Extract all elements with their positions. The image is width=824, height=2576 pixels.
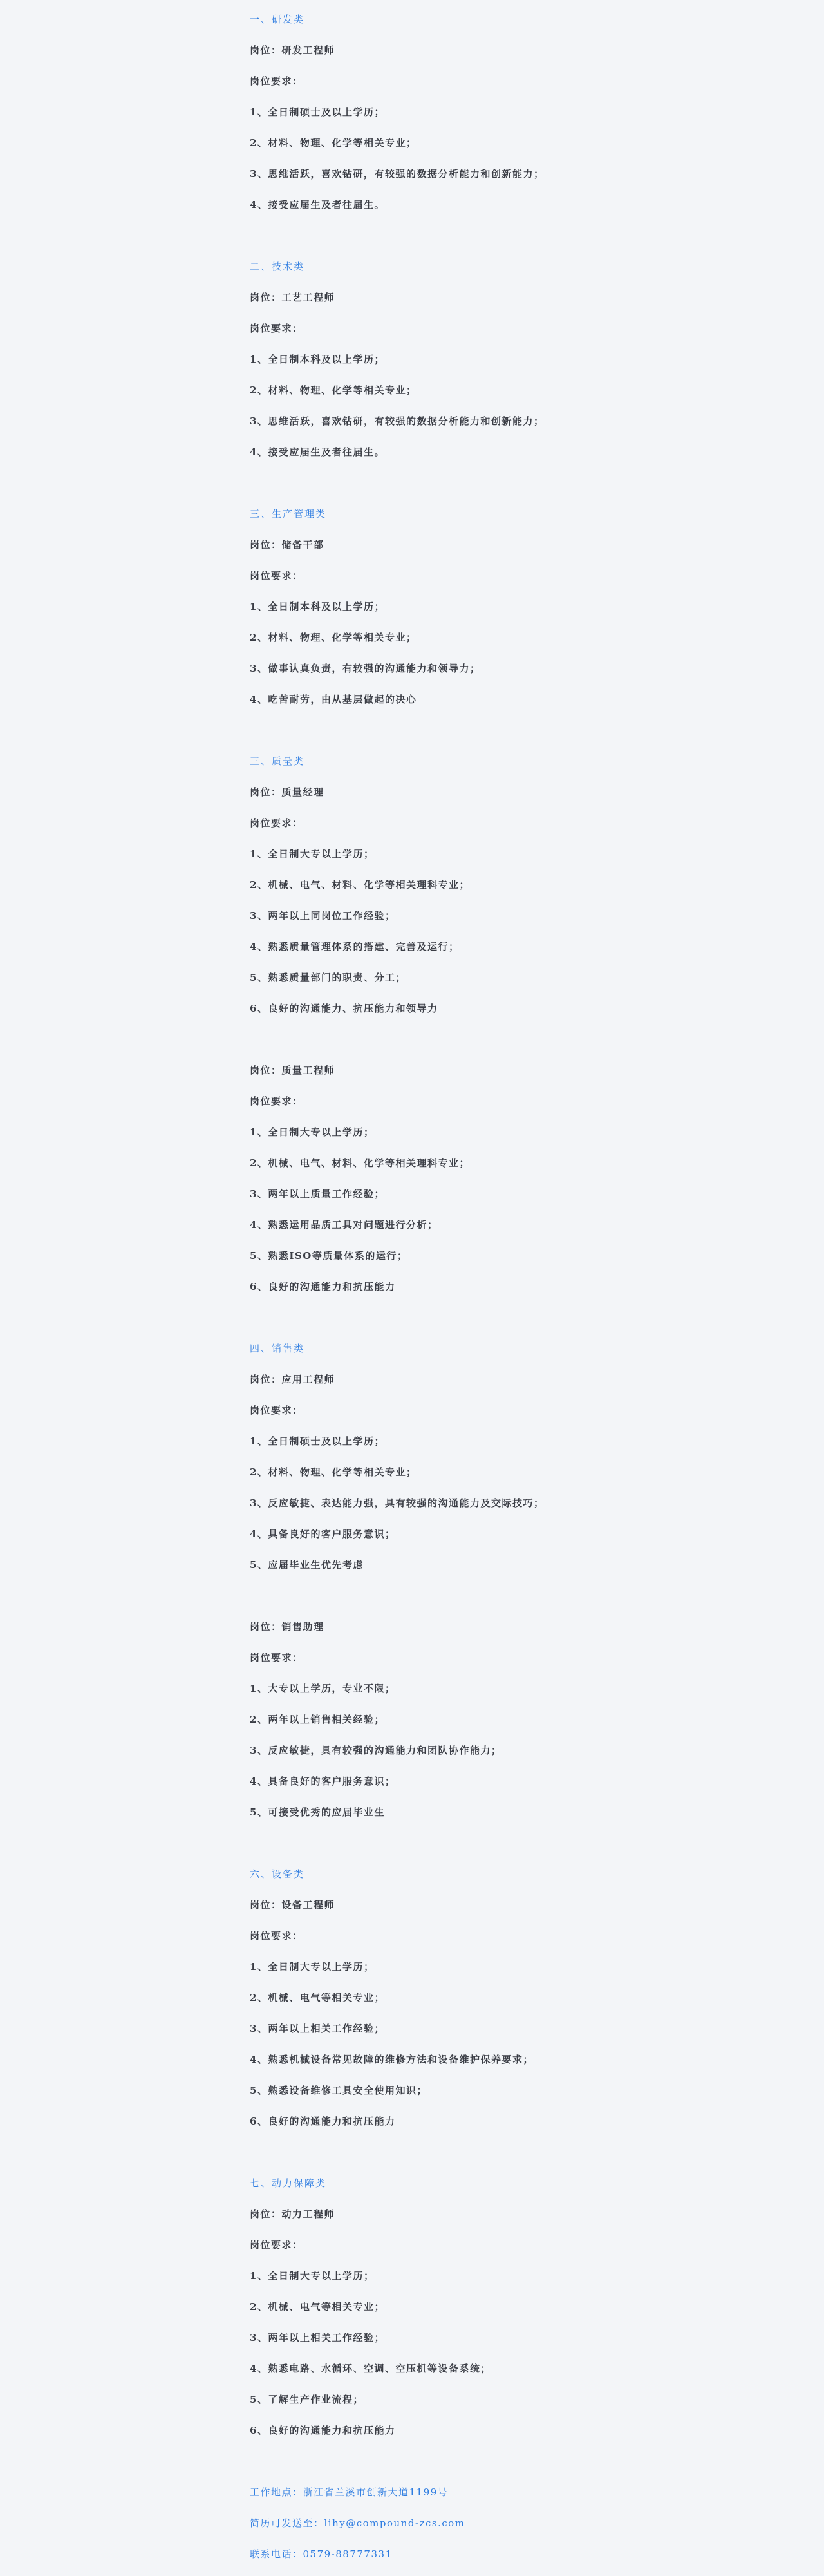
work-address: 工作地点：浙江省兰溪市创新大道1199号 — [250, 2486, 449, 2498]
section-title: 七、动力保障类 — [250, 2177, 327, 2189]
position-title: 岗位：质量经理 — [250, 786, 324, 798]
requirement-item: 3、两年以上相关工作经验； — [250, 2332, 385, 2344]
position-block — [250, 1055, 824, 1302]
requirement-item: 1、大专以上学历，专业不限； — [250, 1683, 396, 1694]
requirements-label: 岗位要求： — [250, 570, 303, 582]
section-quality — [250, 746, 824, 1302]
section-rd — [250, 4, 824, 220]
requirement-item: 1、全日制硕士及以上学历； — [250, 106, 385, 118]
section-title: 三、生产管理类 — [250, 508, 327, 520]
requirement-item: 2、材料、物理、化学等相关专业； — [250, 137, 417, 149]
requirement-item: 1、全日制本科及以上学历； — [250, 354, 385, 365]
requirement-item: 4、具备良好的客户服务意识； — [250, 1776, 396, 1787]
requirement-item: 5、熟悉设备维修工具安全使用知识； — [250, 2085, 427, 2096]
requirement-item: 4、熟悉运用品质工具对问题进行分析； — [250, 1219, 438, 1231]
requirements-label: 岗位要求： — [250, 817, 303, 829]
position-title: 岗位：动力工程师 — [250, 2208, 335, 2220]
section-power-support — [250, 2168, 824, 2446]
requirement-item: 2、材料、物理、化学等相关专业； — [250, 384, 417, 396]
requirement-item: 1、全日制大专以上学历； — [250, 1961, 375, 1973]
requirement-item: 3、反应敏捷，具有较强的沟通能力和团队协作能力； — [250, 1745, 502, 1756]
requirement-item: 2、机械、电气等相关专业； — [250, 2301, 385, 2313]
position-title: 岗位：设备工程师 — [250, 1899, 335, 1911]
requirement-item: 5、了解生产作业流程； — [250, 2394, 364, 2405]
requirement-item: 1、全日制硕士及以上学历； — [250, 1435, 385, 1447]
position-title: 岗位：储备干部 — [250, 539, 324, 551]
section-equipment — [250, 1859, 824, 2137]
requirement-item: 2、材料、物理、化学等相关专业； — [250, 1466, 417, 1478]
requirement-item: 3、两年以上同岗位工作经验； — [250, 910, 396, 922]
section-technical — [250, 251, 824, 468]
position-title: 岗位：销售助理 — [250, 1621, 324, 1633]
requirement-item: 4、具备良好的客户服务意识； — [250, 1528, 396, 1540]
requirement-item: 6、良好的沟通能力和抗压能力 — [250, 2425, 396, 2436]
requirement-item: 5、熟悉质量部门的职责、分工； — [250, 972, 406, 983]
requirements-label: 岗位要求： — [250, 1652, 303, 1663]
requirement-item: 4、接受应届生及者往届生。 — [250, 199, 385, 211]
position-title: 岗位：研发工程师 — [250, 44, 335, 56]
requirement-item: 3、两年以上质量工作经验； — [250, 1188, 385, 1200]
requirement-item: 3、反应敏捷、表达能力强，具有较强的沟通能力及交际技巧； — [250, 1497, 545, 1509]
requirements-label: 岗位要求： — [250, 75, 303, 87]
requirement-item: 2、机械、电气、材料、化学等相关理科专业； — [250, 879, 470, 891]
section-title: 三、质量类 — [250, 755, 305, 767]
requirement-item: 2、两年以上销售相关经验； — [250, 1714, 385, 1725]
requirement-item: 4、吃苦耐劳，由从基层做起的决心 — [250, 694, 417, 705]
position-title: 岗位：应用工程师 — [250, 1374, 335, 1385]
requirements-label: 岗位要求： — [250, 1930, 303, 1942]
position-title: 岗位：工艺工程师 — [250, 292, 335, 303]
requirement-item: 1、全日制大专以上学历； — [250, 2270, 375, 2282]
requirement-item: 3、思维活跃，喜欢钻研，有较强的数据分析能力和创新能力； — [250, 415, 545, 427]
position-title: 岗位：质量工程师 — [250, 1065, 335, 1076]
requirement-item: 2、机械、电气、材料、化学等相关理科专业； — [250, 1157, 470, 1169]
requirement-item: 6、良好的沟通能力、抗压能力和领导力 — [250, 1003, 438, 1014]
contact-info — [250, 2477, 824, 2570]
requirements-label: 岗位要求： — [250, 2239, 303, 2251]
requirement-item: 4、熟悉质量管理体系的搭建、完善及运行； — [250, 941, 460, 952]
requirement-item: 3、思维活跃，喜欢钻研，有较强的数据分析能力和创新能力； — [250, 168, 545, 180]
requirement-item: 1、全日制大专以上学历； — [250, 848, 375, 860]
requirement-item: 6、良好的沟通能力和抗压能力 — [250, 2116, 396, 2127]
contact-phone: 联系电话：0579-88777331 — [250, 2548, 393, 2560]
requirement-item: 4、接受应届生及者往届生。 — [250, 446, 385, 458]
requirement-item: 1、全日制大专以上学历； — [250, 1126, 375, 1138]
position-block — [250, 1611, 824, 1828]
requirement-item: 3、两年以上相关工作经验； — [250, 2023, 385, 2034]
resume-email-link[interactable]: 简历可发送至：lihy@compound-zcs.com — [250, 2517, 465, 2529]
section-title: 一、研发类 — [250, 14, 305, 25]
requirement-item: 5、熟悉ISO等质量体系的运行； — [250, 1250, 408, 1262]
requirement-item: 5、应届毕业生优先考虑 — [250, 1559, 364, 1571]
section-title: 六、设备类 — [250, 1868, 305, 1880]
section-title: 四、销售类 — [250, 1343, 305, 1354]
requirement-item: 4、熟悉电路、水循环、空调、空压机等设备系统； — [250, 2363, 491, 2374]
requirement-item: 3、做事认真负责，有较强的沟通能力和领导力； — [250, 663, 481, 674]
requirement-item: 4、熟悉机械设备常见故障的维修方法和设备维护保养要求； — [250, 2054, 534, 2065]
requirement-item: 2、材料、物理、化学等相关专业； — [250, 632, 417, 643]
requirement-item: 5、可接受优秀的应届毕业生 — [250, 1806, 385, 1818]
requirement-item: 6、良好的沟通能力和抗压能力 — [250, 1281, 396, 1293]
requirements-label: 岗位要求： — [250, 1095, 303, 1107]
requirement-item: 1、全日制本科及以上学历； — [250, 601, 385, 612]
requirements-label: 岗位要求： — [250, 1405, 303, 1416]
requirements-label: 岗位要求： — [250, 323, 303, 334]
section-sales — [250, 1333, 824, 1828]
section-production-management — [250, 498, 824, 715]
requirement-item: 2、机械、电气等相关专业； — [250, 1992, 385, 2003]
section-title: 二、技术类 — [250, 261, 305, 272]
